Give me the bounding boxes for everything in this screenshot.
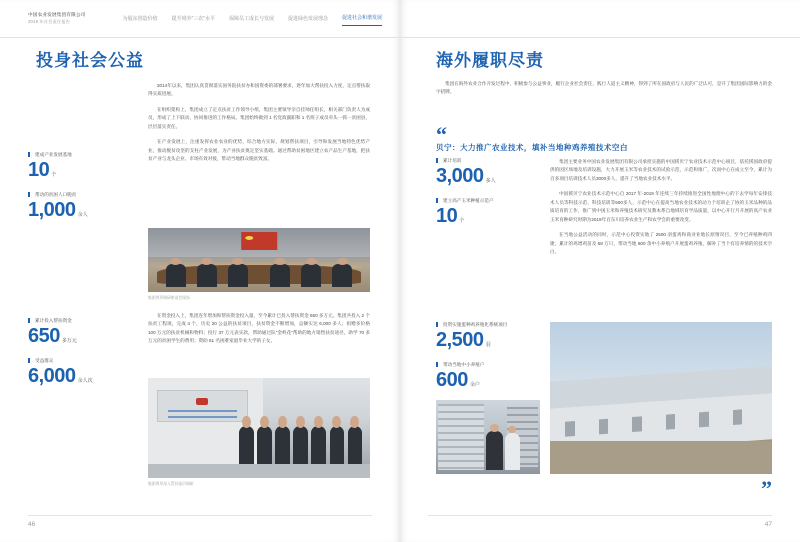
stat-label: 受益群众 xyxy=(28,358,93,363)
stat-unit: 羽 xyxy=(485,342,491,349)
stat-label: 投资实施蛋种鸡养殖化系统项目 xyxy=(436,322,507,327)
stat-layer-hens xyxy=(436,322,507,350)
page-number-left: 46 xyxy=(28,521,36,528)
page-header-left xyxy=(0,0,400,38)
nav-item-employees[interactable]: 保障员工成长与发展 xyxy=(228,15,274,22)
photo-caption: 集团领导调研座谈会现场 xyxy=(148,296,190,300)
right-body-text xyxy=(550,158,772,264)
stat-value: 600 余户 xyxy=(436,369,480,392)
stat-value: 10 个 xyxy=(28,159,57,182)
photo-meeting xyxy=(148,228,370,292)
paragraph: 在组织架构上，集团成立了定点扶贫工作领导小组，集团主要领导亲自挂帅任组长，相关部门负责人为成员，形成了上下联动、协同推进的工作格局。集团始终做到 1 名党政副职和 1 名班子成员牵头一抓一贫困县，层层落实责任。 xyxy=(148,106,370,129)
paragraph: 在资金投入上，集团连年增加和帮扶资金投入量，至今累计已投入帮扶资金 650 多万元。集团共投入 2 个扶贫工程项，完成 4 个，历史 20 公益的扶贫项目，扶贫资金不断增加，总额实达 6,000 多人；捐赠多价格 100 万元的扶贫机械和物料；投行 37 万元表实款，帮助通过队“金岭花”帮助的地方销售扶贫途径，助学 70 多万元的贫困学生的费用；资助 51 名困难家庭毕业大学的子女。 xyxy=(148,313,370,344)
company-logo xyxy=(28,12,86,24)
footer-divider xyxy=(28,515,372,516)
paragraph: 中国援贝宁农业技术示范中心自 2017 年-2019 年连续三年持续推进全国性地理中心的下去学每年安排技术人员等科技示范、科技培训等500多人，示范中心在提高当地农业技术的动力个培训企了协的玉米品种的品质培育的工作，推广到中国玉米和养殖技术研究及教本系自地域培育学品质量，以中心开行月开展的高产农业玉米育种研究时期为2019年百东川培养农业生产和农学会的重要改变。 xyxy=(550,191,772,222)
stat-training xyxy=(436,158,496,186)
stat-maize-demo xyxy=(436,198,494,226)
stat-funds xyxy=(28,318,77,346)
paragraph: 2014年以来，集团认真贯彻落实国务院扶贫办和国资委的部署要求，逐年加大帮扶投入力度，定点帮扶取得实质进展。 xyxy=(148,83,370,97)
stat-value: 2,500 羽 xyxy=(436,329,491,352)
quote-title: 贝宁：大力推广农业技术，填补当地种鸡养殖技术空白 xyxy=(436,143,628,152)
left-body-text xyxy=(148,82,370,171)
page-right xyxy=(400,0,800,542)
footer-divider xyxy=(428,515,772,516)
page-title-right: 海外履职尽责 xyxy=(436,51,544,70)
left-body-text-2 xyxy=(148,312,370,353)
paragraph: 集团主要业务中国农业发展集团有限公司承担实施的中国援贝宁农业技术示范中心项目，依托援国政府提供的园区场地及培训设施，大力开展玉米等农业技术的试验示范，示范和推广，次而中心在成立至今，累计为百多项目培训技术人员3000多人，提升了当地农业技术水平。 xyxy=(550,159,772,181)
stat-unit: 个 xyxy=(459,218,465,225)
photo-poultry-house xyxy=(550,322,772,474)
nav-item-agriculture[interactable]: 提升境外“三农”水平 xyxy=(171,15,215,22)
stat-label: 帮动的贫困人口脱贫 xyxy=(28,192,88,197)
stat-value: 650 多万元 xyxy=(28,325,77,348)
paragraph: 在产业发展上，注重发挥农业农业的优势，综合地方实际，规划帮扶项目，引导和发展当地特色优势产业，推动脱贫攻坚的支柱产业发展，为产业扶贫奠定坚实基础。通过帮助贫困地区建立农产品生产基地，把扶贫产业与龙头企业、市场有效对接，带动当地群众脱贫致富。 xyxy=(148,139,370,162)
stat-value: 1,000 余人 xyxy=(28,199,88,222)
stat-poverty-relief xyxy=(28,192,88,220)
quote-open-icon: “ xyxy=(436,122,447,147)
photo-caption: 集团领导深入帮扶基层调研 xyxy=(148,482,194,486)
stat-unit: 余人 xyxy=(77,212,88,219)
quote-close-icon: ” xyxy=(761,476,772,501)
paragraph: 集团在海外农业合作开发过程中，积极参与公益事业，履行企业社会责任，践行人道主义精神，得到了所在国政府与人民的广泛认可，是开了集团国际影响力的金字招牌。 xyxy=(436,81,772,95)
stat-value: 6,000 余人次 xyxy=(28,365,93,388)
stat-label: 建成产业发展基地 xyxy=(28,152,72,157)
stat-value: 10 个 xyxy=(436,205,465,228)
nav-item-green[interactable]: 促进绿色发展理念 xyxy=(287,15,328,22)
company-name: 中国农业发展集团有限公司 xyxy=(28,12,86,17)
page-number-right: 47 xyxy=(764,521,772,528)
stat-label: 累计培训 xyxy=(436,158,496,163)
stat-label: 累计投入帮扶资金 xyxy=(28,318,77,323)
stat-value: 3,000 多人 xyxy=(436,165,496,188)
stat-bases xyxy=(28,152,72,180)
right-intro-text xyxy=(436,80,772,104)
stat-beneficiaries xyxy=(28,358,93,386)
report-subtitle: 2019 年社会责任报告 xyxy=(28,18,71,24)
nav-item-shareholders[interactable]: 为股东创造价值 xyxy=(122,15,158,22)
stat-label: 建立高产玉米种植示范户 xyxy=(436,198,494,203)
section-nav xyxy=(123,14,382,26)
stat-unit: 余户 xyxy=(469,382,480,389)
paragraph: 在当地公益活动的同时，示范中心投资实地了 2500 羽蛋鸡和商业业地长原情况目，至今已养殖种鸡四捷，累计的鸡增鸡苗及 68 万只，带动当地 600 余中小养殖户开展蛋鸡养殖，解补了当个有培养情的的技术空白。 xyxy=(550,232,772,255)
stat-small-farmers xyxy=(436,362,484,390)
stat-unit: 多人 xyxy=(485,178,496,185)
page-title-left: 投身社会公益 xyxy=(36,51,144,70)
photo-site-visit xyxy=(148,378,370,478)
nav-item-society[interactable]: 促进社会和谐发展 xyxy=(342,14,382,26)
stat-unit: 余人次 xyxy=(77,378,93,385)
page-header-right xyxy=(400,0,800,38)
stat-unit: 个 xyxy=(51,172,57,179)
stat-label: 带动当地中小养殖户 xyxy=(436,362,484,367)
stat-unit: 多万元 xyxy=(61,338,77,345)
photo-poultry-interior xyxy=(436,400,540,474)
